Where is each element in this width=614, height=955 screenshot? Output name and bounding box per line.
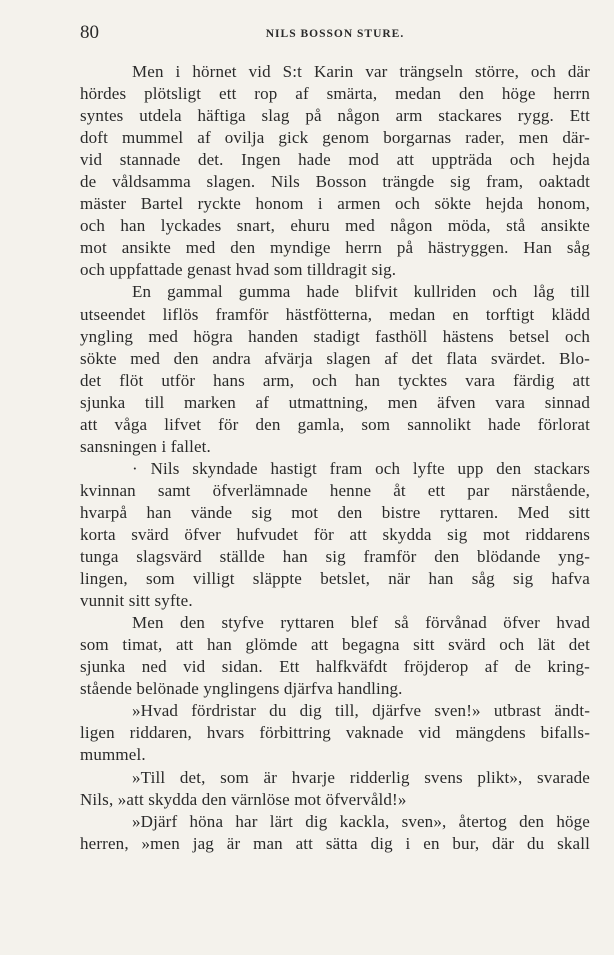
text-line: stående belönade ynglingens djärfva handling. <box>80 679 403 699</box>
text-line: Men i hörnet vid S:t Karin var trängseln större, och där <box>132 62 590 81</box>
text-line: · Nils skyndade hastigt fram och lyfte upp den stackars <box>132 458 590 478</box>
running-title: NILS BOSSON STURE. <box>265 28 405 40</box>
page-header <box>80 22 590 46</box>
text-line: och uppfattade genast hvad som tilldragit sig. <box>80 260 397 280</box>
page-body-text <box>80 61 590 855</box>
text-line: lingen, som villigt släppte betslet, när han såg sig hafva <box>80 569 590 589</box>
text-line: sjunka till marken af utmattning, men äfven vara sinnad <box>80 392 590 412</box>
text-line: »Djärf höna har lärt dig kackla, sven», återtog den höge <box>132 811 590 831</box>
page-number: 80 <box>80 22 99 43</box>
text-line: Nils, »att skydda den värnlöse mot öfvervåld!» <box>80 789 407 809</box>
text-line: herren, »men jag är man att sätta dig i en bur, där du skall <box>80 833 590 853</box>
text-line: de våldsamma slagen. Nils Bosson trängde sig fram, oaktadt <box>80 172 590 192</box>
text-line: syntes utdela häftiga slag på någon arm stackares rygg. Ett <box>80 106 590 126</box>
paragraph <box>80 767 590 811</box>
text-line: hvarpå han vände sig mot den bistre ryttaren. Med sitt <box>80 502 590 522</box>
paragraph <box>80 281 590 457</box>
text-line: ligen riddaren, hvars förbittring vaknade vid mängdens bifalls- <box>80 723 590 743</box>
text-line: »Till det, som är hvarje ridderlig svens plikt», svarade <box>132 767 590 787</box>
paragraph <box>80 700 590 766</box>
text-line: mot ansikte med den myndige herrn på hästryggen. Han såg <box>80 238 590 258</box>
paragraph <box>80 458 590 612</box>
text-line: »Hvad fördristar du dig till, djärfve sven!» utbrast ändt- <box>132 701 590 721</box>
text-line: doft mummel af ovilja gick genom borgarnas rader, men där- <box>80 128 590 148</box>
text-line: att våga lifvet för den gamla, som sannolikt hade förlorat <box>80 414 590 434</box>
text-line: som timat, att han glömde att begagna sitt svärd och lät det <box>80 635 590 655</box>
paragraph <box>80 811 590 855</box>
text-line: korta svärd öfver hufvudet för att skydda sig mot riddarens <box>80 524 590 544</box>
text-line: mäster Bartel ryckte honom i armen och sökte hejda honom, <box>80 194 590 214</box>
text-line: kvinnan samt öfverlämnade henne åt ett par närstående, <box>80 480 590 500</box>
text-line: det flöt utför hans arm, och han tycktes vara färdig att <box>80 370 590 390</box>
text-line: En gammal gumma hade blifvit kullriden och låg till <box>132 282 590 302</box>
text-line: yngling med högra handen stadigt fasthöll hästens betsel och <box>80 326 590 346</box>
text-line: Men den styfve ryttaren blef så förvånad öfver hvad <box>132 613 590 633</box>
text-line: vid stannade det. Ingen hade mod att uppträda och hejda <box>80 150 590 170</box>
paragraph <box>80 61 590 281</box>
paragraph <box>80 612 590 700</box>
text-line: sökte med den andra afvärja slagen af det flata svärdet. Blo- <box>80 348 590 368</box>
text-line: hördes plötsligt ett rop af smärta, medan den höge herrn <box>80 84 590 104</box>
text-line: och han lyckades snart, ehuru med någon möda, stå ansikte <box>80 216 590 236</box>
text-line: tunga slagsvärd ställde han sig framför den blödande yng- <box>80 547 590 567</box>
text-line: mummel. <box>80 745 146 765</box>
text-line: sansningen i fallet. <box>80 436 211 456</box>
text-line: utseendet liflös framför hästfötterna, medan en torftigt klädd <box>80 304 590 324</box>
text-line: sjunka ned vid sidan. Ett halfkväfdt fröjderop af de kring- <box>80 657 590 677</box>
text-line: vunnit sitt syfte. <box>80 591 193 611</box>
